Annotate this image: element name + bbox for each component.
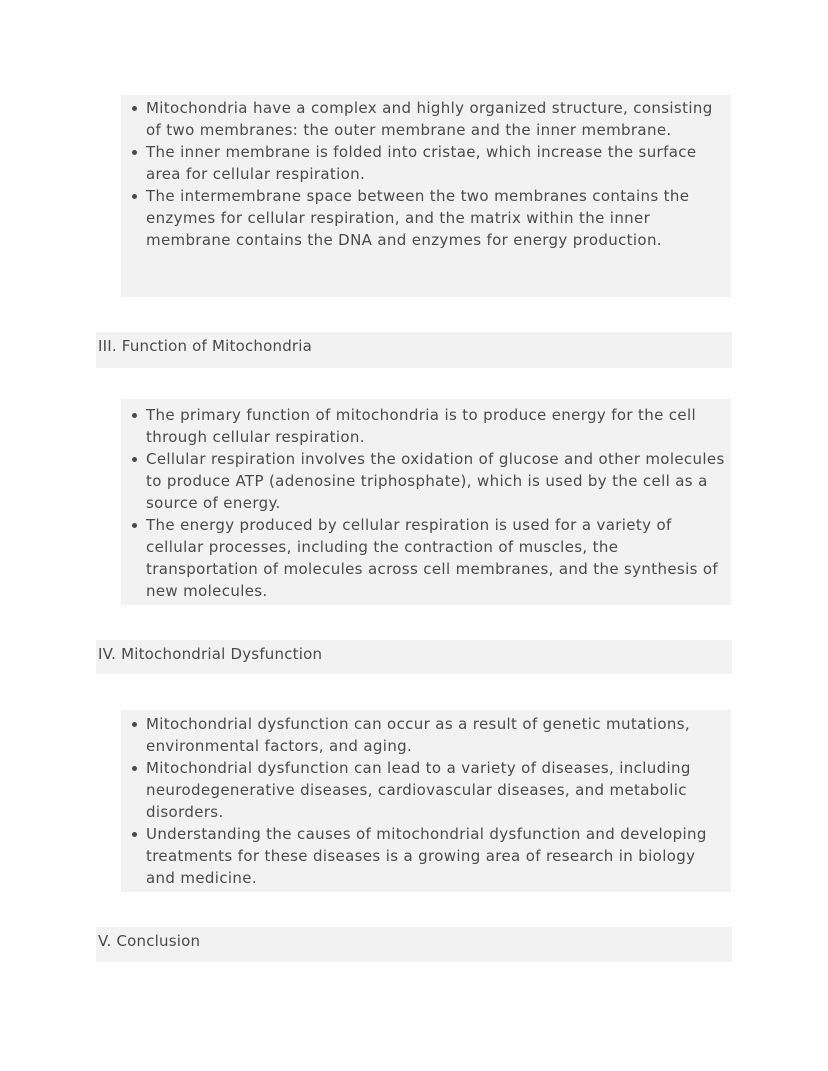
section-heading-text: IV. Mitochondrial Dysfunction (98, 645, 323, 663)
bullet-icon (132, 150, 137, 155)
section-heading-dysfunction (96, 640, 732, 674)
list-item-text: The energy produced by cellular respiration is used for a variety of cellular processes, including the contraction of muscles, the transportation of molecules across cell membranes, and the synthesis of new molecules. (146, 516, 719, 600)
section-heading-text: V. Conclusion (98, 932, 201, 950)
bullet-icon (132, 766, 137, 771)
list-item-text: The intermembrane space between the two membranes contains the enzymes for cellular respiration, and the matrix within the inner membrane contains the DNA and enzymes for energy production. (146, 187, 690, 249)
list-item-text: Understanding the causes of mitochondrial dysfunction and developing treatments for these diseases is a growing area of research in biology and medicine. (146, 825, 707, 887)
list-item (121, 185, 731, 251)
bullet-list (121, 404, 731, 602)
list-item (121, 404, 731, 448)
bullet-list-function (121, 399, 731, 605)
list-item (121, 713, 731, 757)
bullet-icon (132, 194, 137, 199)
list-item (121, 823, 731, 889)
list-item-text: Mitochondrial dysfunction can lead to a variety of diseases, including neurodegenerative diseases, cardiovascular diseases, and metabolic disorders. (146, 759, 691, 821)
bullet-list (121, 97, 731, 251)
list-item-text: Mitochondria have a complex and highly organized structure, consisting of two membranes: the outer membrane and the inner membrane. (146, 99, 713, 139)
list-item-text: The primary function of mitochondria is to produce energy for the cell through cellular respiration. (146, 406, 697, 446)
list-item-text: The inner membrane is folded into cristae, which increase the surface area for cellular respiration. (146, 143, 697, 183)
section-heading-conclusion (96, 927, 732, 962)
section-heading-function (96, 332, 732, 368)
list-item (121, 757, 731, 823)
bullet-icon (132, 413, 137, 418)
bullet-icon (132, 106, 137, 111)
list-item (121, 141, 731, 185)
bullet-icon (132, 832, 137, 837)
bullet-icon (132, 722, 137, 727)
bullet-list-dysfunction (121, 710, 731, 892)
list-item (121, 97, 731, 141)
bullet-icon (132, 457, 137, 462)
list-item-text: Cellular respiration involves the oxidation of glucose and other molecules to produce ATP (adenosine triphosphate), which is used by the cell as a source of energy. (146, 450, 725, 512)
section-heading-text: III. Function of Mitochondria (98, 337, 313, 355)
bullet-icon (132, 523, 137, 528)
list-item-text: Mitochondrial dysfunction can occur as a result of genetic mutations, environmental factors, and aging. (146, 715, 691, 755)
list-item (121, 448, 731, 514)
bullet-list-structure (121, 95, 731, 297)
list-item (121, 514, 731, 602)
bullet-list (121, 713, 731, 889)
